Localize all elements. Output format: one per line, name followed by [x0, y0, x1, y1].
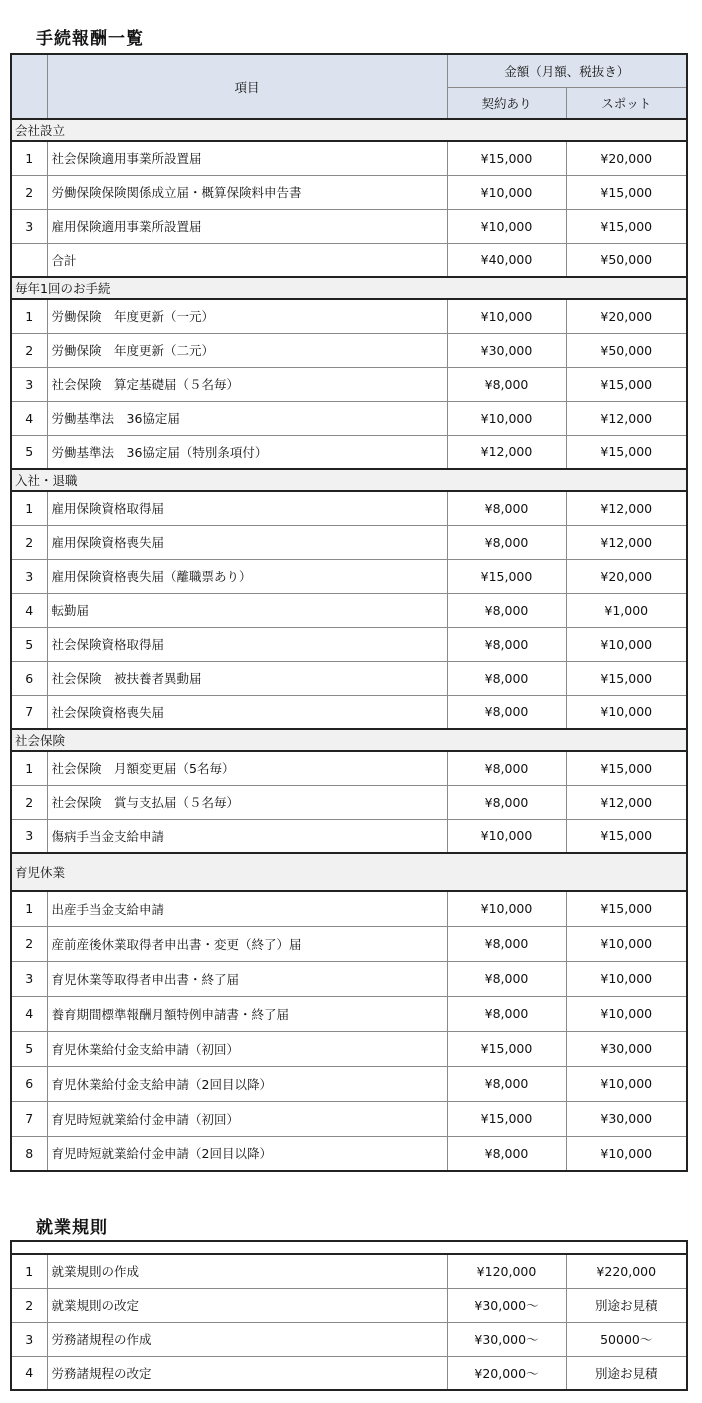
row-item: 就業規則の作成 [47, 1254, 447, 1288]
row-item: 雇用保険適用事業所設置届 [47, 209, 447, 243]
row-spot-price: 別途お見積 [566, 1288, 687, 1322]
row-contract-price: ¥15,000 [447, 1101, 566, 1136]
table-row [11, 299, 687, 333]
table-row [11, 435, 687, 469]
row-spot-price: 別途お見積 [566, 1356, 687, 1390]
table-row [11, 175, 687, 209]
row-contract-price: ¥10,000 [447, 209, 566, 243]
row-spot-price: ¥10,000 [566, 627, 687, 661]
row-item: 雇用保険資格取得届 [47, 491, 447, 525]
table-row [11, 926, 687, 961]
row-item: 労働基準法 36協定届 [47, 401, 447, 435]
row-item: 育児休業給付金支給申請（初回） [47, 1031, 447, 1066]
row-contract-price: ¥8,000 [447, 627, 566, 661]
row-item: 社会保険資格喪失届 [47, 695, 447, 729]
row-number: 2 [11, 1288, 47, 1322]
row-contract-price: ¥8,000 [447, 1066, 566, 1101]
row-number: 2 [11, 333, 47, 367]
row-spot-price: ¥12,000 [566, 491, 687, 525]
header-contract: 契約あり [447, 87, 566, 119]
row-contract-price: ¥8,000 [447, 926, 566, 961]
row-spot-price: ¥15,000 [566, 209, 687, 243]
table-row [11, 661, 687, 695]
row-spot-price: ¥12,000 [566, 525, 687, 559]
table-row [11, 401, 687, 435]
row-item: 社会保険 月額変更届（5名毎） [47, 751, 447, 785]
table-row [11, 1254, 687, 1288]
row-number: 4 [11, 401, 47, 435]
table-row [11, 785, 687, 819]
row-item: 養育期間標準報酬月額特例申請書・終了届 [47, 996, 447, 1031]
row-spot-price: ¥15,000 [566, 661, 687, 695]
row-contract-price: ¥8,000 [447, 367, 566, 401]
row-item: 出産手当金支給申請 [47, 891, 447, 926]
table-row [11, 367, 687, 401]
row-spot-price: ¥12,000 [566, 785, 687, 819]
row-spot-price: 50000～ [566, 1322, 687, 1356]
row-contract-price: ¥15,000 [447, 1031, 566, 1066]
row-number: 1 [11, 491, 47, 525]
row-contract-price: ¥30,000～ [447, 1322, 566, 1356]
row-item: 労務諸規程の作成 [47, 1322, 447, 1356]
table-row [11, 695, 687, 729]
row-contract-price: ¥8,000 [447, 525, 566, 559]
row-spot-price: ¥50,000 [566, 333, 687, 367]
row-number: 2 [11, 175, 47, 209]
table-row [11, 243, 687, 277]
row-item: 社会保険 算定基礎届（５名毎） [47, 367, 447, 401]
table-row [11, 1288, 687, 1322]
category-label: 育児休業 [11, 853, 687, 891]
row-number: 1 [11, 751, 47, 785]
row-item: 育児休業給付金支給申請（2回目以降） [47, 1066, 447, 1101]
category-row [11, 729, 687, 751]
category-row [11, 277, 687, 299]
row-item: 雇用保険資格喪失届 [47, 525, 447, 559]
row-item: 就業規則の改定 [47, 1288, 447, 1322]
header-amount: 金額（月額、税抜き） [447, 54, 687, 87]
row-number: 3 [11, 367, 47, 401]
row-item: 育児時短就業給付金申請（初回） [47, 1101, 447, 1136]
table-row [11, 996, 687, 1031]
row-number: 1 [11, 891, 47, 926]
fee-table [10, 53, 688, 1172]
table-row [11, 751, 687, 785]
rules-table [10, 1240, 688, 1391]
row-spot-price: ¥15,000 [566, 435, 687, 469]
row-contract-price: ¥40,000 [447, 243, 566, 277]
row-number: 1 [11, 141, 47, 175]
table-row [11, 1031, 687, 1066]
row-number: 3 [11, 1322, 47, 1356]
header-blank-row [11, 1241, 687, 1254]
row-contract-price: ¥12,000 [447, 435, 566, 469]
row-contract-price: ¥15,000 [447, 141, 566, 175]
table-row [11, 961, 687, 996]
table-row [11, 1322, 687, 1356]
row-contract-price: ¥10,000 [447, 891, 566, 926]
table-row [11, 1356, 687, 1390]
row-contract-price: ¥10,000 [447, 175, 566, 209]
category-label: 会社設立 [11, 119, 687, 141]
row-item: 労働保険 年度更新（二元） [47, 333, 447, 367]
table-row [11, 209, 687, 243]
row-number: 4 [11, 996, 47, 1031]
row-spot-price: ¥15,000 [566, 891, 687, 926]
table-row [11, 1101, 687, 1136]
row-spot-price: ¥10,000 [566, 961, 687, 996]
row-spot-price: ¥30,000 [566, 1101, 687, 1136]
row-contract-price: ¥8,000 [447, 1136, 566, 1171]
table-row [11, 525, 687, 559]
row-contract-price: ¥120,000 [447, 1254, 566, 1288]
table-row [11, 819, 687, 853]
table-row [11, 1066, 687, 1101]
section-title: 就業規則 [36, 1218, 108, 1238]
table-row [11, 333, 687, 367]
row-item: 育児休業等取得者申出書・終了届 [47, 961, 447, 996]
row-item: 合計 [47, 243, 447, 277]
row-number: 6 [11, 1066, 47, 1101]
row-item: 社会保険資格取得届 [47, 627, 447, 661]
row-item: 傷病手当金支給申請 [47, 819, 447, 853]
row-item: 労働基準法 36協定届（特別条項付） [47, 435, 447, 469]
row-spot-price: ¥20,000 [566, 559, 687, 593]
row-contract-price: ¥8,000 [447, 785, 566, 819]
category-label: 入社・退職 [11, 469, 687, 491]
row-number: 3 [11, 961, 47, 996]
row-spot-price: ¥10,000 [566, 996, 687, 1031]
row-item: 産前産後休業取得者申出書・変更（終了）届 [47, 926, 447, 961]
row-item: 育児時短就業給付金申請（2回目以降） [47, 1136, 447, 1171]
row-contract-price: ¥10,000 [447, 401, 566, 435]
row-spot-price: ¥10,000 [566, 1136, 687, 1171]
row-number: 6 [11, 661, 47, 695]
row-number: 1 [11, 299, 47, 333]
row-spot-price: ¥20,000 [566, 141, 687, 175]
row-spot-price: ¥50,000 [566, 243, 687, 277]
row-spot-price: ¥1,000 [566, 593, 687, 627]
row-number: 3 [11, 209, 47, 243]
header-no [11, 54, 47, 119]
category-row [11, 469, 687, 491]
table-row [11, 627, 687, 661]
row-number: 5 [11, 435, 47, 469]
row-contract-price: ¥8,000 [447, 695, 566, 729]
row-contract-price: ¥8,000 [447, 996, 566, 1031]
row-spot-price: ¥15,000 [566, 751, 687, 785]
row-item: 労働保険保険関係成立届・概算保険料申告書 [47, 175, 447, 209]
row-contract-price: ¥15,000 [447, 559, 566, 593]
row-number: 7 [11, 695, 47, 729]
row-number: 4 [11, 1356, 47, 1390]
row-contract-price: ¥8,000 [447, 751, 566, 785]
row-spot-price: ¥15,000 [566, 819, 687, 853]
row-contract-price: ¥30,000～ [447, 1288, 566, 1322]
row-item: 転勤届 [47, 593, 447, 627]
row-spot-price: ¥220,000 [566, 1254, 687, 1288]
row-number: 7 [11, 1101, 47, 1136]
row-spot-price: ¥20,000 [566, 299, 687, 333]
row-number: 1 [11, 1254, 47, 1288]
row-spot-price: ¥10,000 [566, 1066, 687, 1101]
row-spot-price: ¥30,000 [566, 1031, 687, 1066]
row-contract-price: ¥8,000 [447, 491, 566, 525]
page-title: 手続報酬一覧 [36, 29, 144, 49]
row-number: 2 [11, 785, 47, 819]
table-row [11, 593, 687, 627]
row-item: 雇用保険資格喪失届（離職票あり） [47, 559, 447, 593]
category-label: 社会保険 [11, 729, 687, 751]
row-item: 労務諸規程の改定 [47, 1356, 447, 1390]
row-number: 3 [11, 819, 47, 853]
category-row [11, 853, 687, 891]
row-contract-price: ¥8,000 [447, 593, 566, 627]
row-number: 3 [11, 559, 47, 593]
row-spot-price: ¥10,000 [566, 695, 687, 729]
row-number: 2 [11, 926, 47, 961]
row-spot-price: ¥15,000 [566, 367, 687, 401]
table-row [11, 491, 687, 525]
row-spot-price: ¥15,000 [566, 175, 687, 209]
row-contract-price: ¥20,000～ [447, 1356, 566, 1390]
table-row [11, 559, 687, 593]
row-contract-price: ¥8,000 [447, 661, 566, 695]
row-item: 社会保険適用事業所設置届 [47, 141, 447, 175]
row-item: 社会保険 被扶養者異動届 [47, 661, 447, 695]
row-item: 労働保険 年度更新（一元） [47, 299, 447, 333]
table-row [11, 1136, 687, 1171]
row-number: 5 [11, 627, 47, 661]
table-row [11, 891, 687, 926]
table-row [11, 141, 687, 175]
row-number: 5 [11, 1031, 47, 1066]
row-number: 8 [11, 1136, 47, 1171]
row-contract-price: ¥30,000 [447, 333, 566, 367]
category-label: 毎年1回のお手続 [11, 277, 687, 299]
row-spot-price: ¥10,000 [566, 926, 687, 961]
row-number: 2 [11, 525, 47, 559]
category-row [11, 119, 687, 141]
header-item: 項目 [47, 54, 447, 119]
row-item: 社会保険 賞与支払届（５名毎） [47, 785, 447, 819]
header-spot: スポット [566, 87, 687, 119]
row-spot-price: ¥12,000 [566, 401, 687, 435]
row-contract-price: ¥10,000 [447, 299, 566, 333]
row-contract-price: ¥10,000 [447, 819, 566, 853]
row-contract-price: ¥8,000 [447, 961, 566, 996]
row-number: 4 [11, 593, 47, 627]
row-number [11, 243, 47, 277]
